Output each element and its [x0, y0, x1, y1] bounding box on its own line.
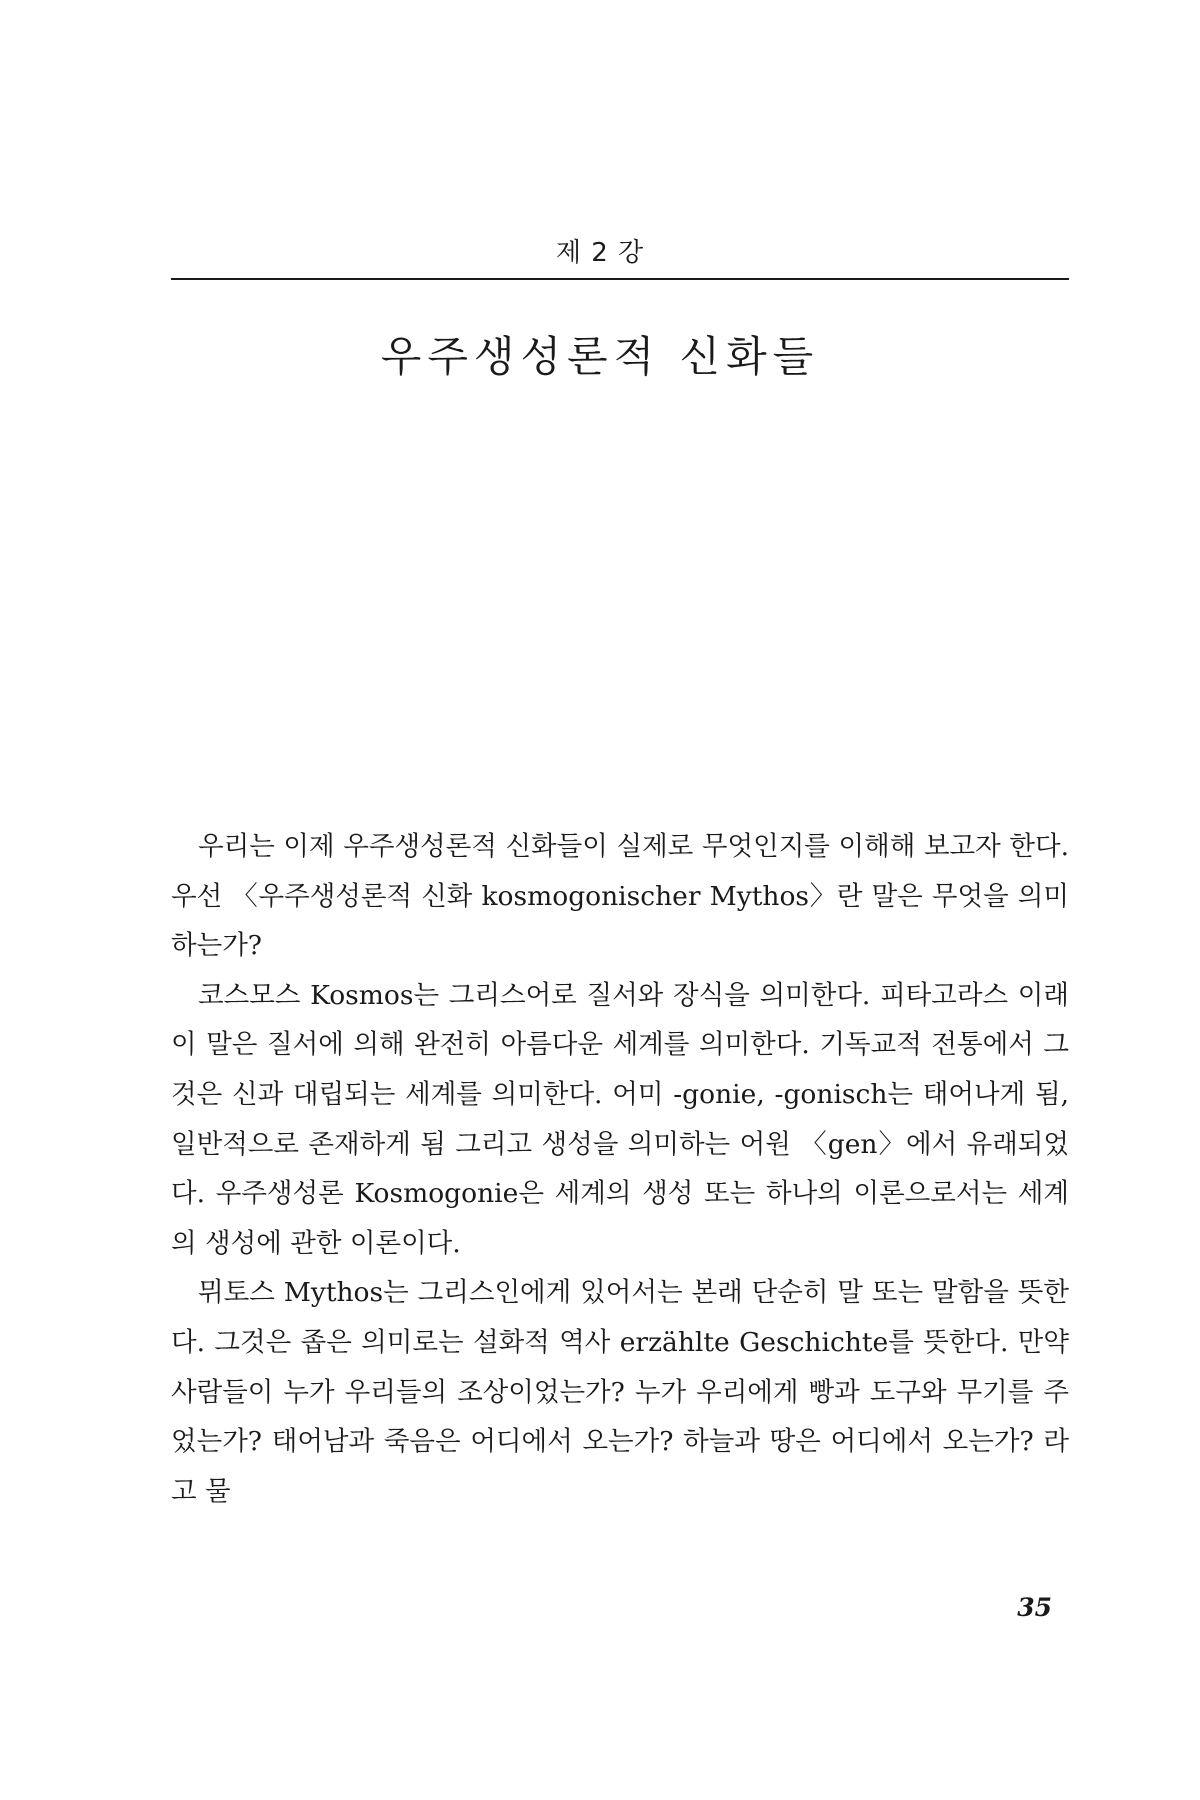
title-divider [171, 278, 1069, 280]
body-text [171, 822, 1069, 1516]
chapter-title: 우주생성론적 신화들 [380, 332, 820, 382]
paragraph-1: 우리는 이제 우주생성론적 신화들이 실제로 무엇인지를 이해해 보고자 한다. 우선 〈우주생성론적 신화 kosmogonischer Mythos〉란 말은 무엇을 의미하는가? [171, 831, 1069, 962]
chapter-label: 제 2 강 [555, 238, 645, 268]
paragraph-3: 뮈토스 Mythos는 그리스인에게 있어서는 본래 단순히 말 또는 말함을 뜻한다. 그것은 좁은 의미로는 설화적 역사 erzählte Geschichte를 뜻한다. 만약 사람들이 누가 우리들의 조상이었는가? 누가 우리에게 빵과 도구와 무기를 주었는가? 태어남과 죽음은 어디에서 오는가? 하늘과 땅은 어디에서 오는가? 라고 물 [171, 1277, 1069, 1507]
paragraph-2: 코스모스 Kosmos는 그리스어로 질서와 장식을 의미한다. 피타고라스 이래 이 말은 질서에 의해 완전히 아름다운 세계를 의미한다. 기독교적 전통에서 그것은 신과 대립되는 세계를 의미한다. 어미 -gonie, -gonisch는 태어나게 됨, 일반적으로 존재하게 됨 그리고 생성을 의미하는 어원 〈gen〉에서 유래되었다. 우주생성론 Kosmogonie은 세계의 생성 또는 하나의 이론으로서는 세계의 생성에 관한 이론이다. [171, 979, 1069, 1259]
page-number: 35 [1017, 1593, 1052, 1622]
